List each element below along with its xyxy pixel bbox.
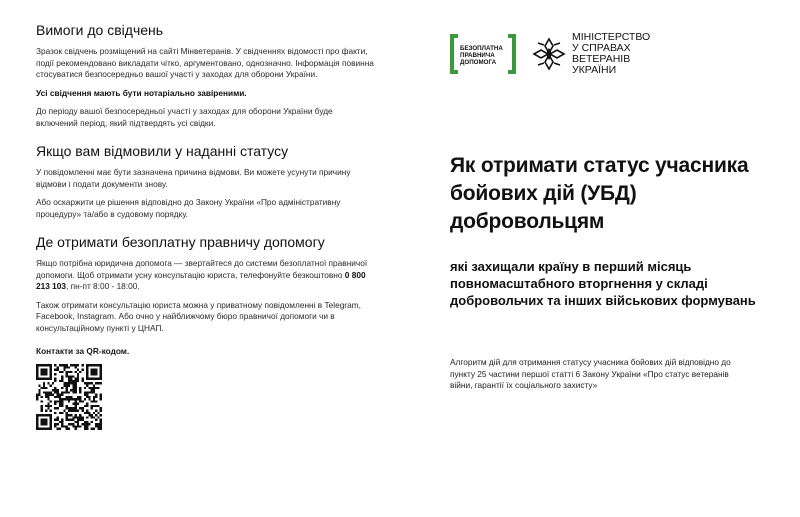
requirements-title: Вимоги до свідчень xyxy=(36,22,164,38)
requirements-section xyxy=(36,22,376,129)
legal-aid-title: Де отримати безоплатну правничу допомогу xyxy=(36,234,325,250)
refusal-section xyxy=(36,143,376,220)
requirements-text-1: Зразок свідчень розміщений на сайті Мінветеранів. У свідченнях відомості про факти, події рекомендовано викладати чітко, аргументовано, однозначно. Інформація повинна стосуватися безпосередньо вашої участі у заходах для оборони України. xyxy=(36,46,374,79)
refusal-title: Якщо вам відмовили у наданні статусу xyxy=(36,143,289,159)
refusal-text-2: Або оскаржити це рішення відповідно до Закону України «Про адміністративну процедуру» та/або в судовому порядку. xyxy=(36,197,341,219)
ministry-line-2: У СПРАВАХ xyxy=(572,42,631,54)
ministry-logo xyxy=(532,32,650,76)
ministry-logo-text xyxy=(572,32,650,76)
logos-row xyxy=(450,30,770,78)
requirements-text-2: Усі свідчення мають бути нотаріально завіреними. xyxy=(36,87,247,98)
refusal-text-1: У повідомленні має бути зазначена причина відмови. Ви можете усунути причину відмови і подати документи знову. xyxy=(36,167,351,189)
subtitle: які захищали країну в перший місяць повномасштабного вторгнення у складі добровольчих та інших військових формувань xyxy=(450,259,756,308)
legal-aid-section xyxy=(36,234,376,334)
legal-aid-logo-text: БЕЗОПЛАТНА ПРАВНИЧА ДОПОМОГА xyxy=(460,45,503,66)
left-column xyxy=(36,22,376,435)
qr-code[interactable] xyxy=(36,364,102,430)
requirements-text-3: До періоду вашої безпосередньої участі у заходах для оборони України буде включений період, який підтвердять усі свідки. xyxy=(36,106,333,128)
ministry-line-1: МІНІСТЕРСТВО xyxy=(572,31,651,43)
legal-aid-text-1-end: , пн-пт 8:00 - 18:00. xyxy=(66,281,140,291)
main-title: Як отримати статус учасника бойових дій (УБД) добровольцям xyxy=(450,154,749,233)
contacts-label: Контакти за QR-кодом. xyxy=(36,346,130,356)
legal-aid-text-1-start: Якщо потрібна юридична допомога — звертайтеся до системи безоплатної правничої допомоги. Щоб отримати усну консультацію юриста, телефонуйте безкоштовно xyxy=(36,258,368,280)
ministry-emblem-icon xyxy=(532,37,566,71)
ministry-line-3: ВЕТЕРАНІВ xyxy=(572,53,631,65)
hotline-phone[interactable]: 0 800 213 103 xyxy=(36,269,366,291)
legal-aid-logo xyxy=(450,34,516,74)
algorithm-note: Алгоритм дій для отримання статусу учасника бойових дій відповідно до пункту 25 частини першої статті 6 Закону України «Про статус ветеранів війни, гарантії їх соціального захисту» xyxy=(450,357,731,390)
ministry-line-4: УКРАЇНИ xyxy=(572,64,617,76)
right-column xyxy=(450,30,770,392)
legal-aid-text-1 xyxy=(36,258,376,293)
legal-aid-text-2: Також отримати консультацію юриста можна у приватному повідомленні в Telegram, Facebook, Instagram. Або очно у найближчому бюро правничої допомоги чи в консультаційному пункті у ЦНАП. xyxy=(36,299,361,333)
